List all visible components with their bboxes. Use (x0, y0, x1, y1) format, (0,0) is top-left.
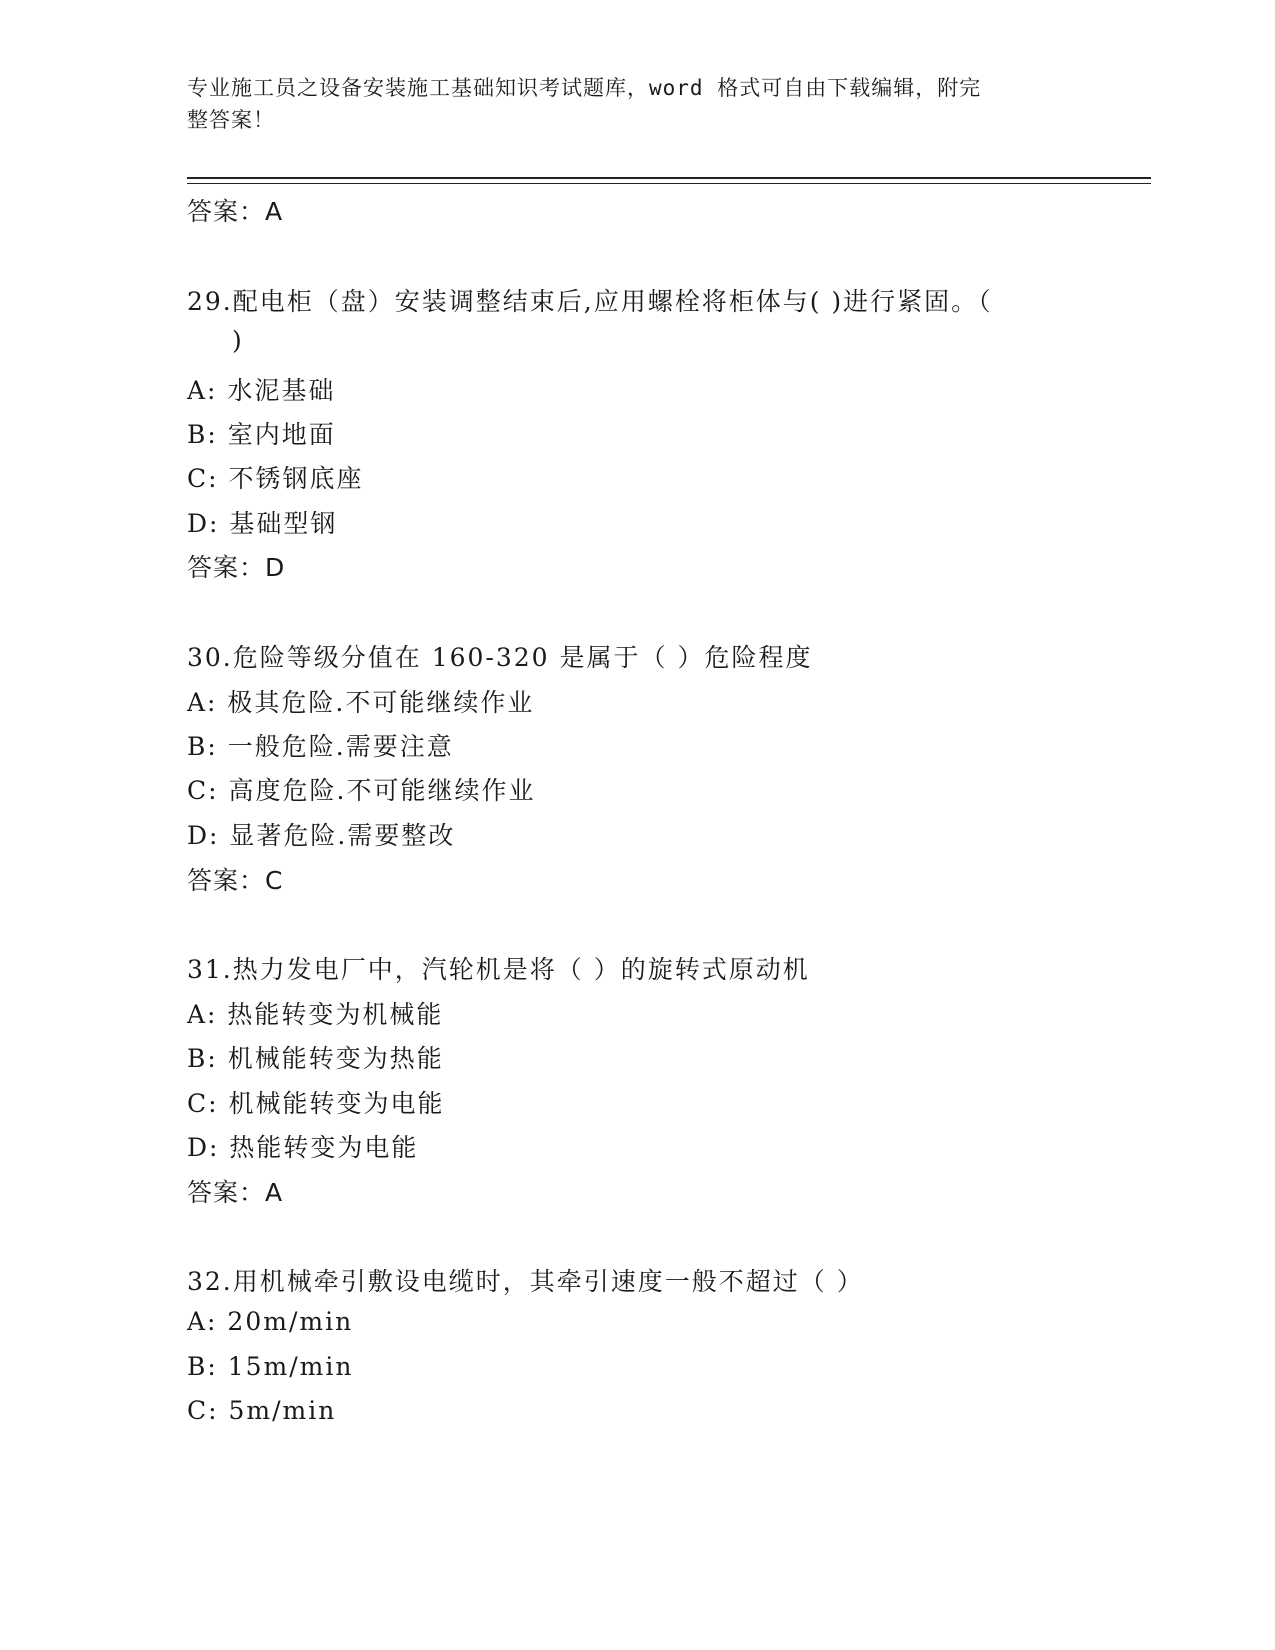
question-option: A: 极其危险.不可能继续作业 (187, 688, 535, 717)
question-option: B: 机械能转变为热能 (187, 1044, 444, 1073)
question-option: B: 室内地面 (187, 420, 336, 449)
question-stem: 31.热力发电厂中，汽轮机是将（ ）的旋转式原动机 (187, 955, 810, 984)
question-option: A: 20m/min (187, 1307, 354, 1336)
header-divider-thin (187, 183, 1151, 184)
question-option: C: 不锈钢底座 (187, 464, 364, 493)
question-answer: 答案：C (187, 866, 284, 895)
question-stem: 32.用机械牵引敷设电缆时，其牵引速度一般不超过（ ） (187, 1267, 864, 1296)
header-line-1: 专业施工员之设备安装施工基础知识考试题库，word 格式可自由下载编辑，附完 (187, 76, 982, 100)
question-answer: 答案：A (187, 1178, 284, 1207)
question-answer: 答案：D (187, 553, 286, 582)
question-option: C: 5m/min (187, 1396, 337, 1425)
question-stem-continuation: ) (232, 326, 244, 355)
question-option: B: 15m/min (187, 1352, 354, 1381)
question-option: B: 一般危险.需要注意 (187, 732, 454, 761)
header-line-2: 整答案！ (187, 108, 275, 132)
question-option: C: 机械能转变为电能 (187, 1089, 445, 1118)
question-option: D: 热能转变为电能 (187, 1133, 419, 1162)
question-stem: 30.危险等级分值在 160-320 是属于（ ）危险程度 (187, 643, 813, 672)
question-option: A: 热能转变为机械能 (187, 1000, 444, 1029)
question-option: A: 水泥基础 (187, 376, 336, 405)
document-header (187, 72, 1067, 136)
question-option: D: 显著危险.需要整改 (187, 821, 456, 850)
previous-answer: 答案：A (187, 197, 284, 226)
header-divider-thick (187, 177, 1151, 179)
question-option: C: 高度危险.不可能继续作业 (187, 776, 536, 805)
question-stem: 29.配电柜（盘）安装调整结束后,应用螺栓将柜体与( )进行紧固。（ (187, 287, 993, 316)
question-option: D: 基础型钢 (187, 509, 338, 538)
